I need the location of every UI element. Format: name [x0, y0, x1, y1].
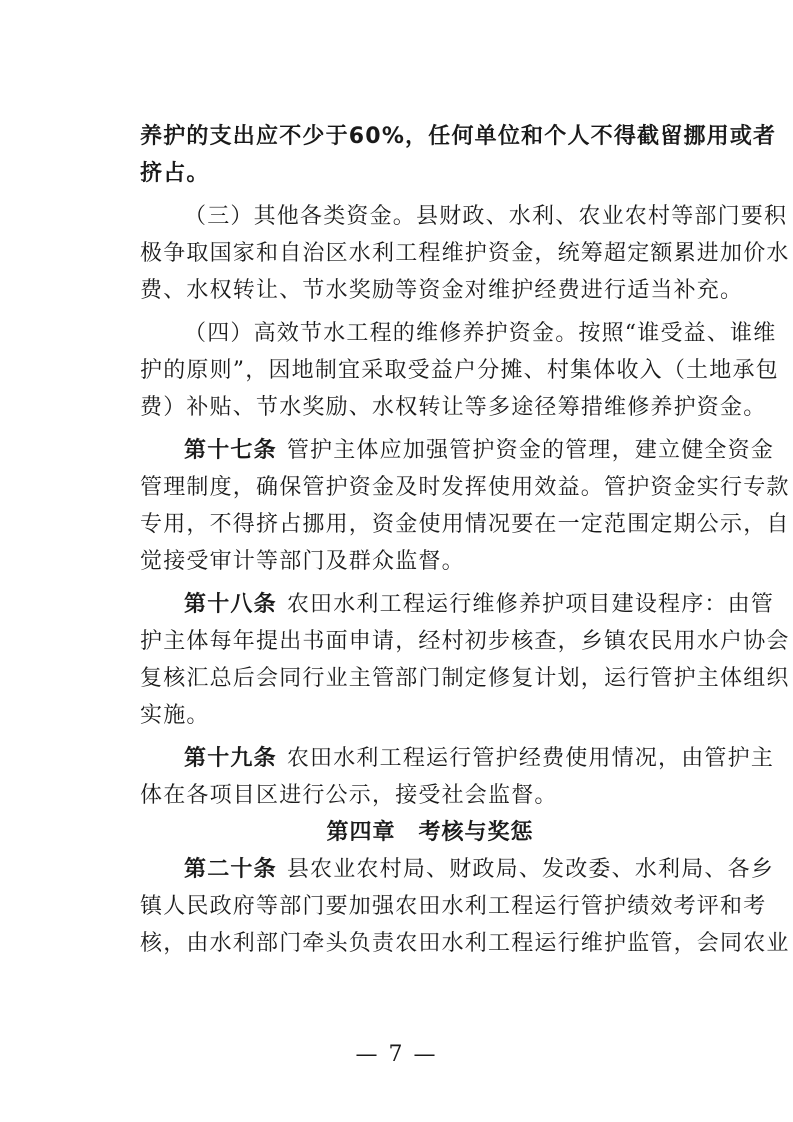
paragraph-line: 复核汇总后会同行业主管部门制定修复计划，运行管护主体组织 [140, 666, 790, 691]
article-text: 农田水利工程运行维修养护项目建设程序：由管 [286, 592, 775, 617]
paragraph-line: 管理制度，确保管护资金及时发挥使用效益。管护资金实行专款 [140, 475, 790, 500]
article-20 [140, 851, 775, 888]
paragraph-line: （三）其他各类资金。县财政、水利、农业农村等部门要积 [184, 204, 788, 229]
article-text: 农田水利工程运行管护经费使用情况，由管护主 [286, 746, 775, 771]
paragraph-line: 护的原则”，因地制宜采取受益户分摊、村集体收入（土地承包 [140, 358, 779, 383]
article-label: 第二十条 [184, 857, 277, 882]
paragraph-line: 极争取国家和自治区水利工程维护资金，统筹超定额累进加价水 [140, 241, 790, 266]
paragraph-line: 费、水权转让、节水奖励等资金对维护经费进行适当补充。 [140, 278, 744, 303]
document-body [140, 118, 790, 962]
paragraph-line: 体在各项目区进行公示，接受社会监督。 [140, 783, 558, 808]
article-label: 第十七条 [184, 438, 277, 463]
article-19 [140, 740, 775, 777]
paragraph-line: 挤占。 [140, 161, 210, 186]
paragraph-line: （四）高效节水工程的维修养护资金。按照“谁受益、谁维 [184, 321, 777, 346]
article-text: 管护主体应加强管护资金的管理，建立健全资金 [286, 438, 775, 463]
paragraph-line: 养护的支出应不少于60%，任何单位和个人不得截留挪用或者 [140, 124, 777, 149]
page-number: — 7 — [355, 1042, 438, 1067]
article-18 [140, 586, 775, 623]
article-label: 第十八条 [184, 592, 277, 617]
paragraph-line: 觉接受审计等部门及群众监督。 [140, 549, 465, 574]
article-label: 第十九条 [184, 746, 277, 771]
paragraph-line: 镇人民政府等部门要加强农田水利工程运行管护绩效考评和考 [140, 894, 767, 919]
paragraph-line: 核，由水利部门牵头负责农田水利工程运行维护监管，会同农业 [140, 931, 790, 956]
article-17 [140, 432, 775, 469]
chapter-heading: 第四章 考核与奖惩 [326, 820, 534, 845]
paragraph-line: 实施。 [140, 703, 210, 728]
paragraph-line: 专用，不得挤占挪用，资金使用情况要在一定范围定期公示，自 [140, 512, 790, 537]
paragraph-line: 护主体每年提出书面申请，经村初步核查，乡镇农民用水户协会 [140, 629, 790, 654]
article-text: 县农业农村局、财政局、发改委、水利局、各乡 [286, 857, 775, 882]
paragraph-line: 费）补贴、节水奖励、水权转让等多途径筹措维修养护资金。 [140, 395, 767, 420]
